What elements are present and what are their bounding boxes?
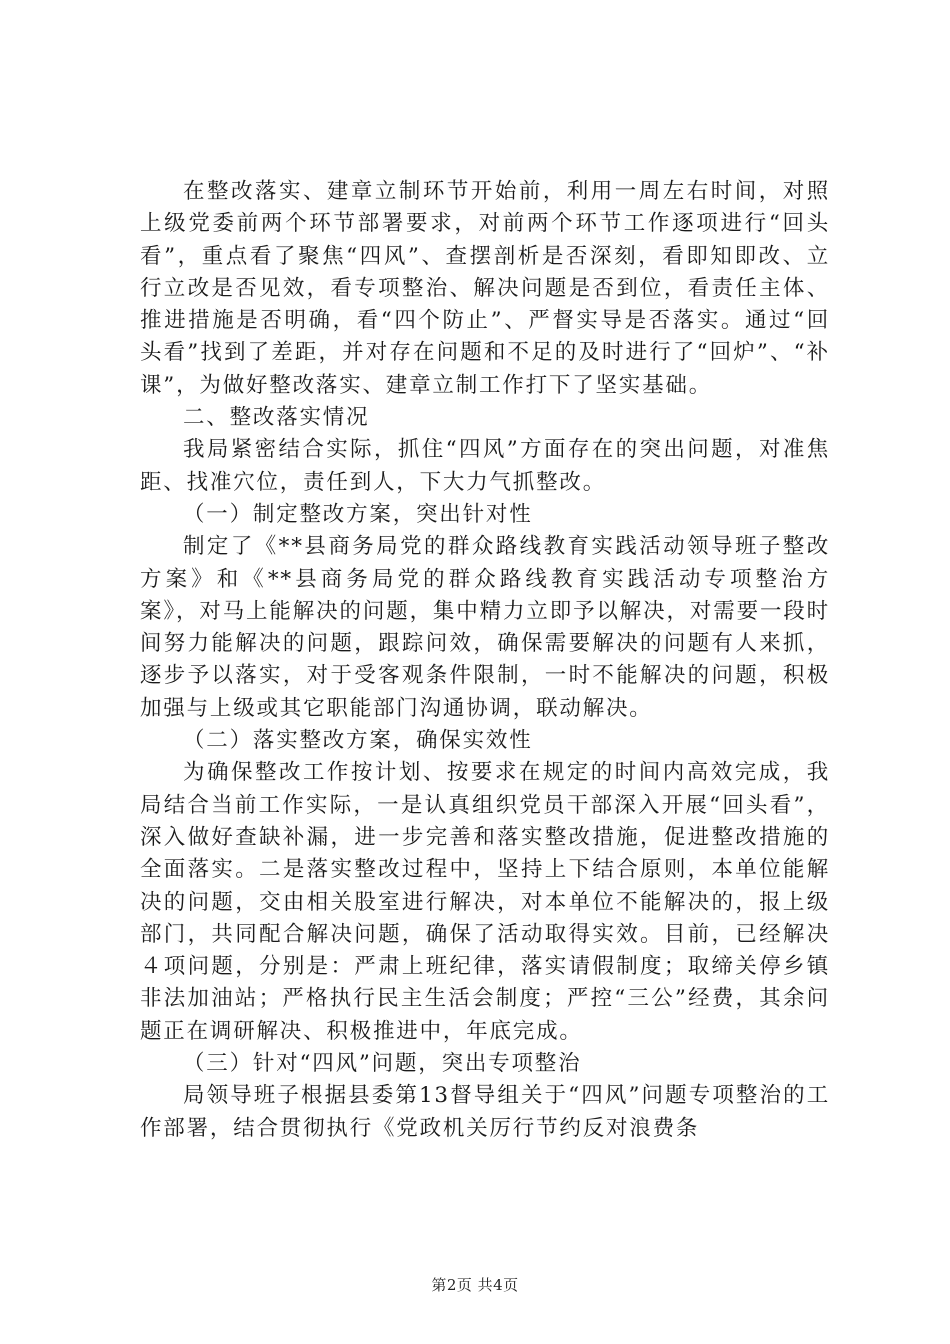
subheading-implementation: （二）落实整改方案，确保实效性 <box>183 728 533 754</box>
document-body <box>140 176 830 1145</box>
paragraph-overview: 我局紧密结合实际，抓住“四风”方面存在的突出问题，对准焦距、找准穴位，责任到人，下大力气抓整改。 <box>140 437 830 495</box>
paragraph-plan: 制定了《**县商务局党的群众路线教育实践活动领导班子整改方案》和《**县商务局党的群众路线教育实践活动专项整治方案》，对马上能解决的问题，集中精力立即予以解决，对需要一段时间努力能解决的问题，跟踪问效，确保需要解决的问题有人来抓，逐步予以落实，对于受客观条件限制，一时不能解决的问题，积极加强与上级或其它职能部门沟通协调，联动解决。 <box>140 534 830 721</box>
paragraph-implementation: 为确保整改工作按计划、按要求在规定的时间内高效完成，我局结合当前工作实际，一是认真组织党员干部深入开展“回头看”，深入做好查缺补漏，进一步完善和落实整改措施，促进整改措施的全面落实。二是落实整改过程中，坚持上下结合原则，本单位能解决的问题，交由相关股室进行解决，对本单位不能解决的，报上级部门，共同配合解决问题，确保了活动取得实效。目前，已经解决４项问题，分别是：严肃上班纪律，落实请假制度；取缔关停乡镇非法加油站；严格执行民主生活会制度；严控“三公”经费，其余问题正在调研解决、积极推进中，年底完成。 <box>140 760 830 1044</box>
paragraph-review: 在整改落实、建章立制环节开始前，利用一周左右时间，对照上级党委前两个环节部署要求，对前两个环节工作逐项进行“回头看”，重点看了聚焦“四风”、查摆剖析是否深刻，看即知即改、立行立改是否见效，看专项整治、解决问题是否到位，看责任主体、推进措施是否明确，看“四个防止”、严督实导是否落实。通过“回头看”找到了差距，并对存在问题和不足的及时进行了“回炉”、“补课”，为做好整改落实、建章立制工作打下了坚实基础。 <box>140 179 830 398</box>
page-number-footer: 第2页 共4页 <box>431 1276 519 1294</box>
subheading-special-rectification: （三）针对“四风”问题，突出专项整治 <box>183 1051 582 1077</box>
subheading-plan: （一）制定整改方案，突出针对性 <box>183 501 533 527</box>
paragraph-special-rectification: 局领导班子根据县委第13督导组关于“四风”问题专项整治的工作部署，结合贯彻执行《党政机关厉行节约反对浪费条 <box>140 1083 830 1141</box>
section-heading-rectification: 二、整改落实情况 <box>183 405 370 431</box>
